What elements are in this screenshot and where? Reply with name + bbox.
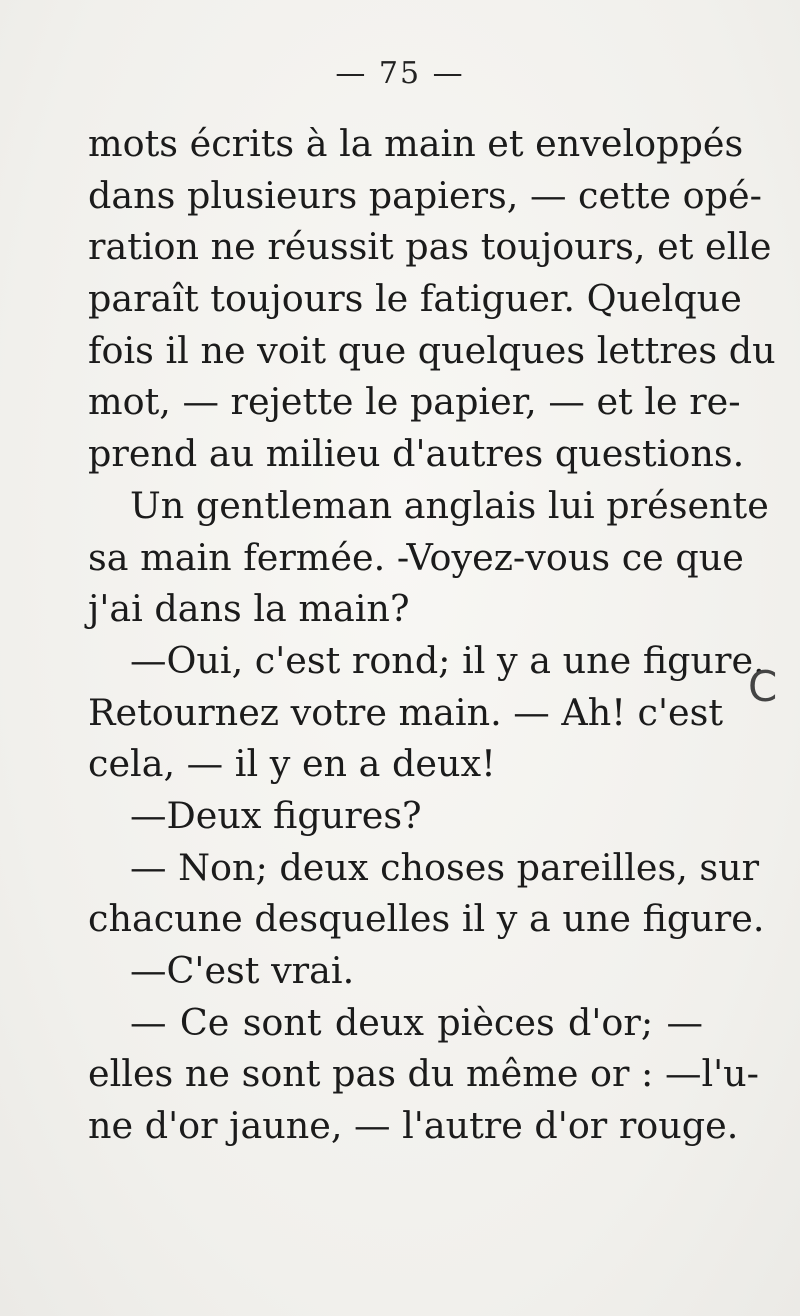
text-line: —C'est vrai. <box>130 949 355 992</box>
text-line: sa main fermée. -Voyez-vous ce que <box>88 535 744 579</box>
text-line: ne d'or jaune, — l'autre d'or rouge. <box>88 1104 739 1148</box>
text-line: dans plusieurs papiers, — cette opé- <box>88 173 762 217</box>
text-line: — Non; deux choses pareilles, sur <box>130 845 760 889</box>
text-line: Retournez votre main. — Ah! c'est <box>88 690 724 734</box>
text-line: mots écrits à la main et enveloppés <box>88 122 744 165</box>
text-line: chacune desquelles il y a une figure. <box>88 897 765 941</box>
text-line: — Ce sont deux pièces d'or; — <box>130 1000 703 1044</box>
text-line: —Oui, c'est rond; il y a une figure. <box>130 638 765 682</box>
body-text <box>88 118 776 1152</box>
text-line: fois il ne voit que quelques lettres du <box>88 328 776 372</box>
margin-mark: C <box>748 662 778 711</box>
text-line: j'ai dans la main? <box>88 587 410 631</box>
text-line: prend au milieu d'autres questions. <box>88 432 745 476</box>
text-line: ration ne réussit pas toujours, et elle <box>88 225 772 269</box>
text-line: cela, — il y en a deux! <box>88 742 496 786</box>
text-line: elles ne sont pas du même or : —l'u- <box>88 1052 760 1096</box>
text-line: paraît toujours le fatiguer. Quelque <box>88 277 742 321</box>
page-number: — 75 — <box>335 56 465 91</box>
text-line: —Deux figures? <box>130 793 422 837</box>
text-line: Un gentleman anglais lui présente <box>130 483 769 527</box>
text-line: mot, — rejette le papier, — et le re- <box>88 380 741 424</box>
